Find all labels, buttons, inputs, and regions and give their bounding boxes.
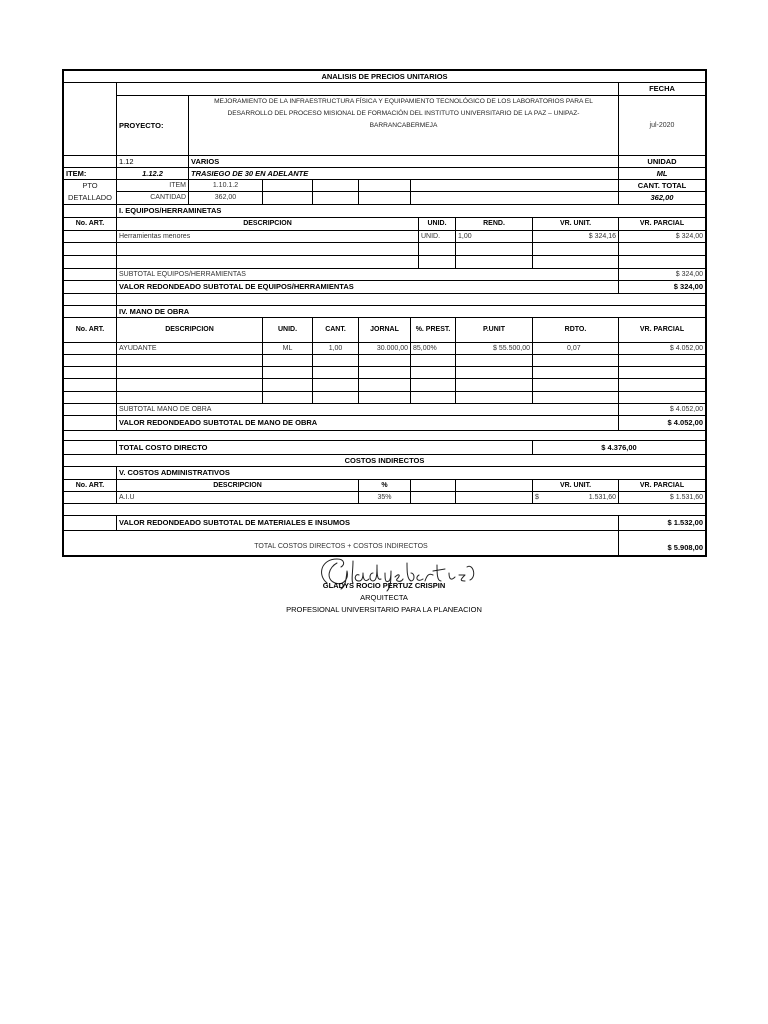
column-header: DESCRIPCION: [116, 217, 419, 231]
empty-cell: [312, 378, 359, 392]
administrativos-redondeado-label: VALOR REDONDEADO SUBTOTAL DE MATERIALES E INSUMOS: [116, 515, 619, 531]
empty-cell: [358, 191, 411, 205]
administrativo-vr-unit-amount: 1.531,60: [588, 494, 616, 501]
proyecto-label: PROYECTO:: [116, 95, 189, 156]
column-header: VR. UNIT.: [532, 479, 619, 492]
empty-cell: [116, 242, 419, 256]
equipo-rendimiento: 1,00: [455, 230, 533, 243]
mano-obra-cantidad: 1,00: [312, 342, 359, 355]
equipos-subtotal-value: $ 324,00: [618, 268, 706, 281]
signer-name: GLADYS ROCIO PERTUZ CRISPIN: [322, 581, 446, 590]
column-header: VR. UNIT.: [532, 217, 619, 231]
column-header: No. ART.: [63, 217, 117, 231]
mano-obra-subtotal-value: $ 4.052,00: [618, 403, 706, 416]
mano-obra-descripcion: AYUDANTE: [116, 342, 263, 355]
empty-cell: [455, 242, 533, 256]
empty-cell: [63, 378, 117, 392]
empty-cell: [312, 191, 359, 205]
mano-obra-section-title: IV. MANO DE OBRA: [116, 305, 706, 318]
unidad-value: ML: [618, 167, 706, 180]
empty-cell: [262, 191, 313, 205]
mano-obra-jornal: 30.000,00: [358, 342, 411, 355]
mano-obra-redondeado-label: VALOR REDONDEADO SUBTOTAL DE MANO DE OBRA: [116, 415, 619, 431]
empty-cell: [532, 378, 619, 392]
empty-cell: [358, 378, 411, 392]
administrativo-vr-parcial: $ 1.531,60: [618, 491, 706, 504]
proyecto-line: MEJORAMIENTO DE LA INFRAESTRUCTURA FÍSICA Y EQUIPAMIENTO TECNOLÓGICO DE LOS LABORATORIOS PARA EL: [214, 98, 593, 105]
item-label: ITEM:: [63, 167, 117, 180]
proyecto-line: BARRANCABERMEJA: [369, 122, 438, 129]
capitulo-codigo: 1.12: [116, 155, 189, 168]
pto-label: PTO: [82, 181, 98, 190]
column-header: VR. PARCIAL: [618, 317, 706, 343]
empty-cell: [532, 255, 619, 269]
detallado-label: DETALLADO: [67, 193, 113, 202]
cantidad-value: 362,00: [188, 191, 263, 205]
mano-obra-p-unit: $ 55.500,00: [455, 342, 533, 355]
fecha-value: jul-2020: [618, 95, 706, 156]
column-header: RDTO.: [532, 317, 619, 343]
total-directo-value: $ 4.376,00: [532, 440, 706, 455]
column-header: %. PREST.: [410, 317, 456, 343]
item-nombre: TRASIEGO DE 30 EN ADELANTE: [188, 167, 619, 180]
column-header: No. ART.: [63, 317, 117, 343]
administrativo-descripcion: A.I.U: [116, 491, 359, 504]
pto-item-value: 1.10.1.2: [188, 179, 263, 192]
column-header: DESCRIPCION: [116, 479, 359, 492]
signer-title: ARQUITECTA: [360, 593, 408, 602]
equipo-vr-parcial: $ 324,00: [618, 230, 706, 243]
empty-cell: [618, 242, 706, 256]
empty-cell: [455, 255, 533, 269]
unidad-label: UNIDAD: [618, 155, 706, 168]
equipos-redondeado-value: $ 324,00: [618, 280, 706, 294]
mano-obra-vr-parcial: $ 4.052,00: [618, 342, 706, 355]
mano-obra-unidad: ML: [262, 342, 313, 355]
total-directo-label: TOTAL COSTO DIRECTO: [116, 440, 533, 455]
cant-total-value: 362,00: [618, 191, 706, 205]
empty-cell: [532, 242, 619, 256]
total-general-label: TOTAL COSTOS DIRECTOS + COSTOS INDIRECTOS: [63, 530, 619, 556]
column-header: CANT.: [312, 317, 359, 343]
sheet-title: ANALISIS DE PRECIOS UNITARIOS: [63, 70, 706, 83]
costos-indirectos-title: COSTOS INDIRECTOS: [63, 454, 706, 467]
empty-cell: [410, 378, 456, 392]
equipos-redondeado-label: VALOR REDONDEADO SUBTOTAL DE EQUIPOS/HERRAMIENTAS: [116, 280, 619, 294]
mano-obra-prestaciones: 85,00%: [410, 342, 456, 355]
column-header: %: [358, 479, 411, 492]
column-header: P.UNIT: [455, 317, 533, 343]
empty-cell: [116, 378, 263, 392]
empty-cell: [63, 440, 117, 455]
cant-total-label: CANT. TOTAL: [618, 179, 706, 192]
currency-sign: $: [535, 494, 539, 501]
column-header: REND.: [455, 217, 533, 231]
equipo-vr-unit: $ 324,16: [532, 230, 619, 243]
mano-obra-redondeado-value: $ 4.052,00: [618, 415, 706, 431]
capitulo-nombre: VARIOS: [188, 155, 619, 168]
empty-cell: [63, 255, 117, 269]
empty-cell: [63, 415, 117, 431]
empty-cell: [262, 378, 313, 392]
administrativos-section-title: V. COSTOS ADMINISTRATIVOS: [116, 466, 706, 480]
equipo-descripcion: Herramientas menores: [116, 230, 419, 243]
column-header: DESCRIPCION: [116, 317, 263, 343]
fecha-label: FECHA: [618, 82, 706, 96]
empty-cell: [63, 204, 117, 218]
empty-cell: [63, 280, 117, 294]
equipo-unidad: UNID.: [418, 230, 456, 243]
pto-detallado-label: [63, 179, 117, 205]
column-header: VR. PARCIAL: [618, 479, 706, 492]
column-header: No. ART.: [63, 479, 117, 492]
empty-cell: [618, 255, 706, 269]
column-header: UNID.: [418, 217, 456, 231]
empty-cell: [63, 515, 117, 531]
empty-cell: [63, 82, 117, 156]
empty-cell: [116, 82, 619, 96]
equipos-section-title: I. EQUIPOS/HERRAMINETAS: [116, 204, 706, 218]
empty-cell: [63, 242, 117, 256]
column-header: UNID.: [262, 317, 313, 343]
mano-obra-rendimiento: 0,07: [532, 342, 619, 355]
empty-cell: [618, 378, 706, 392]
empty-cell: [63, 466, 117, 480]
column-header: VR. PARCIAL: [618, 217, 706, 231]
signer-department: PROFESIONAL UNIVERSITARIO PARA LA PLANEACION: [286, 605, 482, 614]
equipos-subtotal-label: SUBTOTAL EQUIPOS/HERRAMIENTAS: [116, 268, 619, 281]
pto-item-label: ITEM: [116, 179, 189, 192]
total-general-value: $ 5.908,00: [618, 530, 706, 556]
empty-cell: [455, 378, 533, 392]
mano-obra-subtotal-label: SUBTOTAL MANO DE OBRA: [116, 403, 619, 416]
column-header: JORNAL: [358, 317, 411, 343]
empty-cell: [116, 255, 419, 269]
empty-cell: [418, 255, 456, 269]
item-codigo: 1.12.2: [116, 167, 189, 180]
proyecto-description: [188, 95, 619, 156]
administrativo-porcentaje: 35%: [358, 491, 411, 504]
empty-cell: [418, 242, 456, 256]
administrativos-redondeado-value: $ 1.532,00: [618, 515, 706, 531]
proyecto-line: DESARROLLO DEL PROCESO MISIONAL DE FORMACIÓN DEL INSTITUTO UNIVERSITARIO DE LA PAZ – UNIPAZ-: [227, 110, 580, 117]
cantidad-label: CANTIDAD: [116, 191, 189, 205]
empty-cell: [410, 191, 619, 205]
